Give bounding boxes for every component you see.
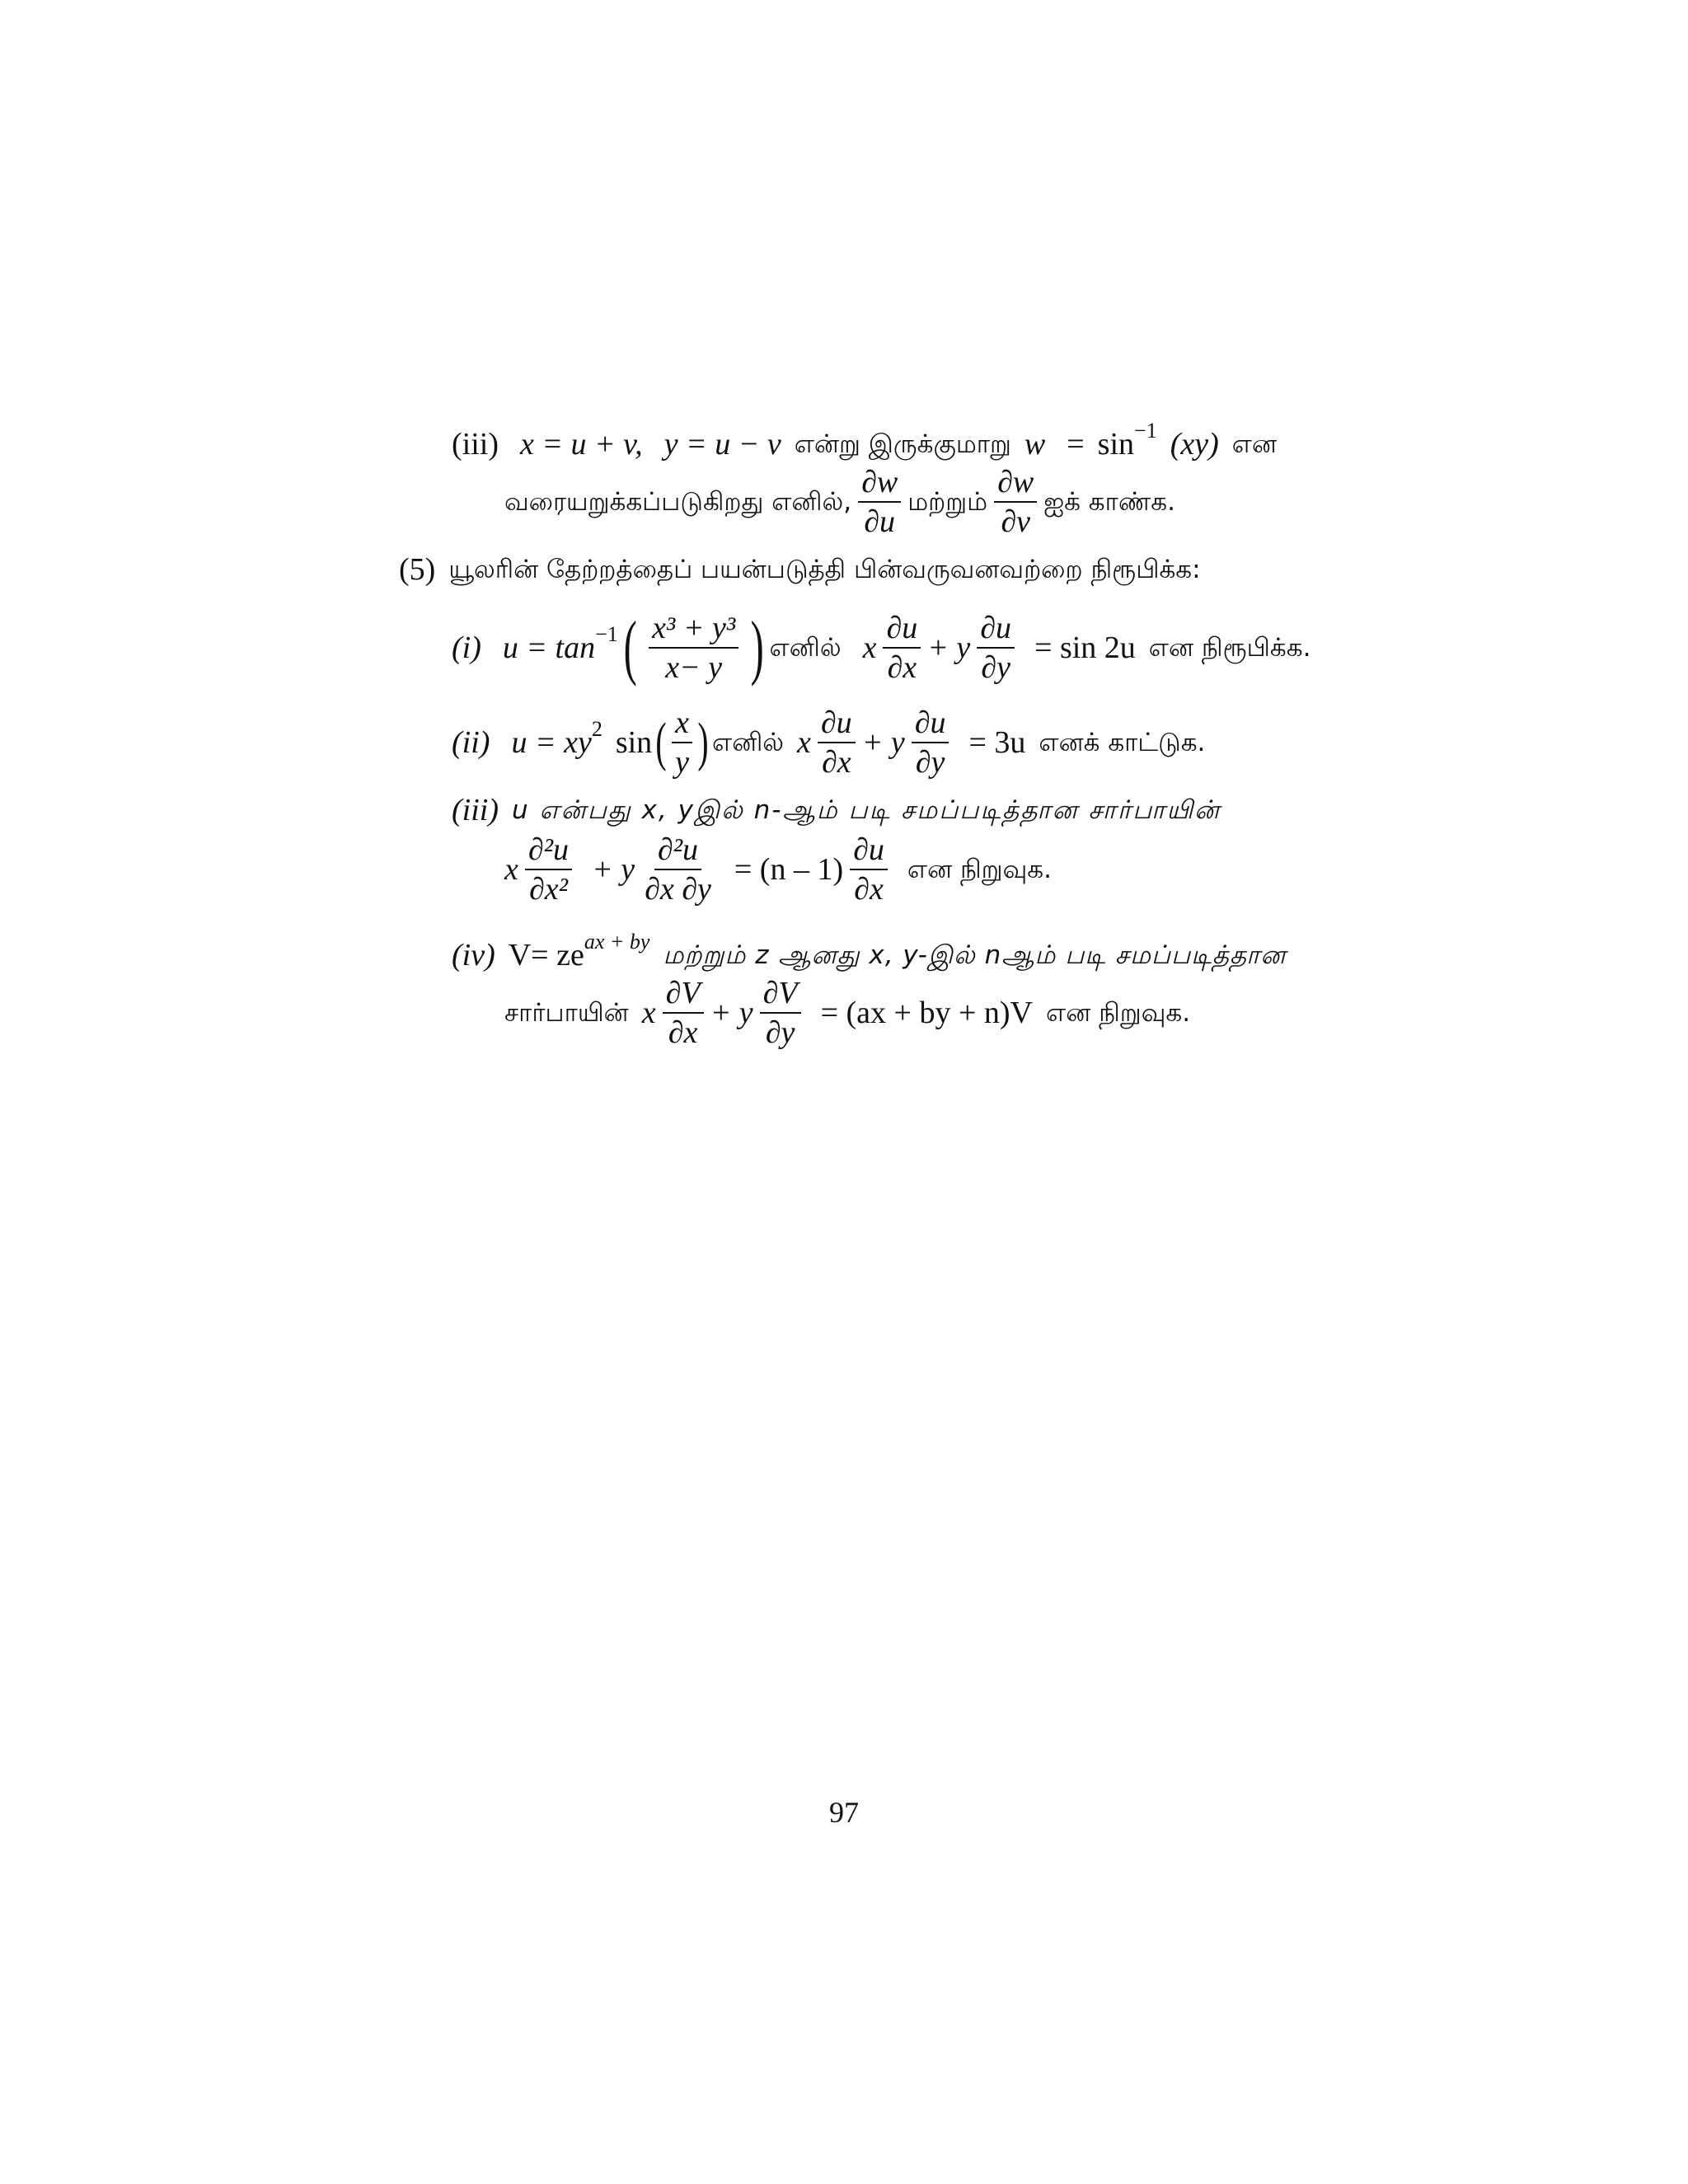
plus-y: + y (710, 996, 753, 1030)
fraction: $\frac{x}{y}$ (672, 707, 692, 778)
partial-derivative-fraction: $\frac{\partial w}{\partial u}$ (858, 466, 901, 537)
tamil-text: என நிறுவுக. (907, 854, 1052, 884)
item-text: மற்றும் z ஆனது x, y-இல் nஆம் படி சமப்படித்தான (663, 940, 1287, 970)
tamil-text: என்று இருக்குமாறு (794, 429, 1011, 459)
tamil-text: எனில் (712, 727, 785, 757)
question-5-heading (399, 554, 1201, 585)
right-paren: ) (750, 607, 764, 687)
equation-x: x = u + v, (519, 427, 643, 462)
partial-derivative-fraction: $\frac{\partial u}{\partial x}$ (883, 612, 921, 683)
item-label: (iii) (452, 427, 499, 462)
item-iii-prev-line2 (504, 466, 1175, 537)
item-iii-line1 (452, 794, 1221, 826)
partial-derivative-fraction: $\frac{\partial V}{\partial y}$ (760, 977, 801, 1048)
variable-x: x (797, 725, 811, 760)
page-number: 97 (829, 1796, 859, 1829)
variable-x: x (641, 996, 656, 1030)
exponent: ax + by (584, 930, 650, 954)
fraction: $\frac{\text{x³ + y³}}{x- y}$ (649, 612, 738, 683)
second-derivative-fraction: $\frac{\text{∂²u}}{\text{∂x²}}$ (525, 834, 572, 905)
item-iv-line2 (504, 977, 1190, 1048)
variable-w: w (1024, 427, 1046, 462)
item-iv-line1 (452, 930, 1287, 972)
partial-derivative-fraction: $\frac{\partial u}{\partial y}$ (977, 612, 1015, 683)
item-label: (i) (452, 630, 481, 665)
plus-y: + y (861, 725, 905, 760)
variable-x: x (504, 852, 518, 887)
lhs: V= ze (508, 938, 584, 972)
item-ii (452, 707, 1205, 778)
equals-sign: = (1067, 427, 1085, 462)
partial-derivative-fraction: $\frac{\partial u}{\partial y}$ (912, 707, 950, 778)
tamil-text: மற்றும் (907, 486, 988, 517)
sin-function: sin (615, 725, 653, 760)
partial-derivative-fraction: $\frac{\partial V}{\partial x}$ (663, 977, 704, 1048)
right-paren: ) (697, 712, 709, 772)
tamil-text: சார்பாயின் (504, 997, 629, 1028)
item-label: (iv) (452, 938, 495, 972)
item-iii-prev-line1 (452, 419, 1277, 462)
tamil-text: எனில் (769, 632, 842, 663)
left-paren: ( (623, 607, 637, 687)
question-text: யூலரின் தேற்றத்தைப் பயன்படுத்தி பின்வருவனவற்றை நிரூபிக்க: (448, 554, 1201, 584)
superscript: −1 (595, 622, 618, 646)
superscript: 2 (591, 717, 603, 741)
question-number: (5) (399, 552, 436, 587)
rhs: = sin 2u (1034, 630, 1136, 665)
tamil-text: எனக் காட்டுக. (1039, 727, 1206, 757)
rhs: = 3u (968, 725, 1026, 760)
item-text: u என்பது x, yஇல் n-ஆம் படி சமப்படித்தான சார்பாயின் (511, 794, 1221, 825)
tamil-text: என நிரூபிக்க. (1148, 632, 1311, 663)
rhs: = (ax + by + n)V (820, 996, 1034, 1030)
left-paren: ( (655, 712, 667, 772)
item-i (452, 607, 1311, 687)
equation-rhs: = (n – 1) (734, 852, 844, 887)
tamil-text: என (1231, 429, 1277, 459)
sin-function: sin (1097, 427, 1135, 462)
tamil-text: என நிறுவுக. (1046, 997, 1191, 1028)
plus-y: + y (927, 630, 971, 665)
tamil-text: ஐக் காண்க. (1043, 486, 1175, 517)
variable-x: x (862, 630, 877, 665)
partial-derivative-fraction: $\frac{\partial u}{\partial x}$ (850, 834, 888, 905)
plus-y: + y (592, 852, 635, 887)
superscript: −1 (1134, 419, 1157, 443)
partial-derivative-fraction: $\frac{\partial u}{\partial x}$ (818, 707, 856, 778)
argument: (xy) (1170, 427, 1219, 462)
item-iii-line2 (504, 834, 1052, 905)
lhs: u = tan (502, 630, 596, 665)
item-label: (iii) (452, 793, 499, 827)
partial-derivative-fraction: $\frac{\partial w}{\partial v}$ (994, 466, 1037, 537)
equation-y: y = u − v (663, 427, 781, 462)
item-label: (ii) (452, 725, 490, 760)
mixed-derivative-fraction: $\frac{\text{∂²u}}{\partial x \partial y}$ (645, 832, 711, 907)
lhs: u = xy (511, 725, 592, 760)
tamil-text: வரையறுக்கப்படுகிறது எனில், (504, 486, 852, 517)
